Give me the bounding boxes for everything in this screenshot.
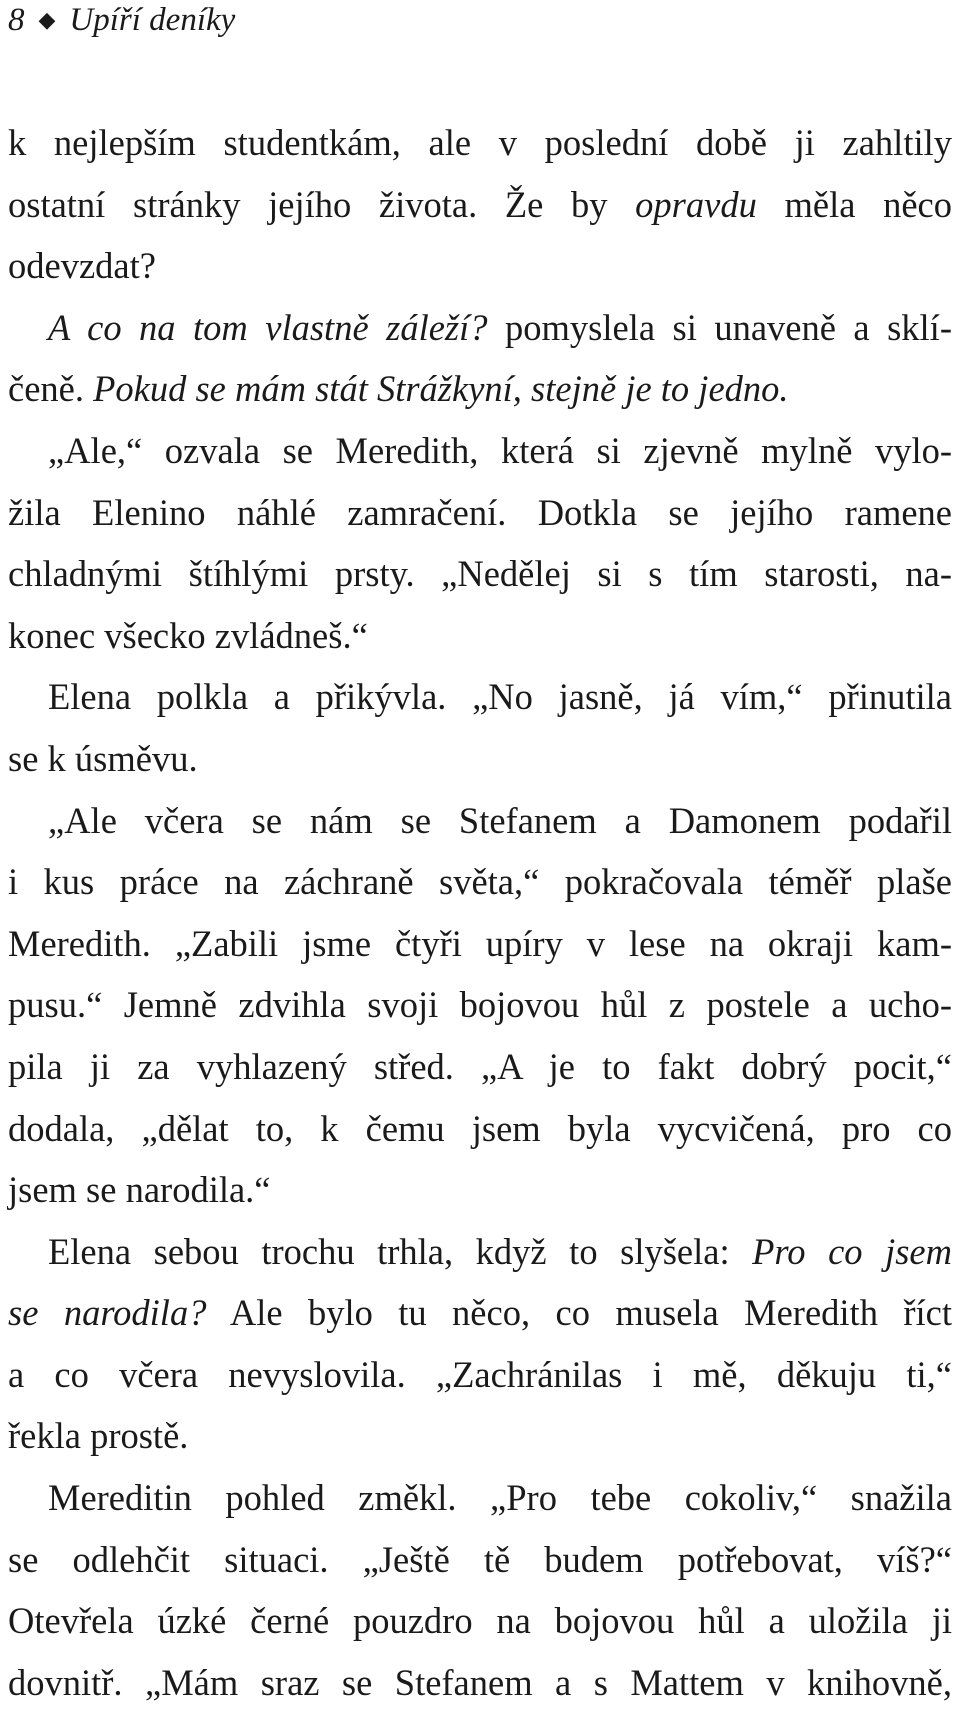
italic-text: Pro co jsem [752, 1230, 952, 1272]
text-line [8, 482, 952, 544]
text-line [8, 1405, 952, 1467]
running-header [8, 0, 235, 40]
book-title: Upíří deníky [69, 2, 236, 38]
text-line [8, 1529, 952, 1591]
text-line [8, 913, 952, 975]
text-run: se odlehčit situaci. „Ještě tě budem potřebovat, víš?“ [8, 1538, 952, 1580]
text-run: pomyslela si unaveně a sklí- [487, 306, 952, 348]
text-line [8, 1467, 952, 1529]
text-run: pusu.“ Jemně zdvihla svoji bojovou hůl z postele a ucho- [8, 984, 952, 1026]
text-line [8, 1652, 952, 1713]
text-run: Meredith. „Zabili jsme čtyři upíry v lese na okraji kam- [8, 922, 952, 964]
text-run: ostatní stránky jejího života. Že by [8, 183, 636, 225]
text-line [8, 790, 952, 852]
text-run: konec všecko zvládneš.“ [8, 614, 368, 656]
text-line [8, 112, 952, 174]
text-line [8, 297, 952, 359]
text-run: chladnými štíhlými prsty. „Nedělej si s tím starosti, na- [8, 553, 952, 595]
text-run: dovnitř. „Mám sraz se Stefanem a s Mattem v knihovně, [8, 1661, 952, 1703]
text-line [8, 974, 952, 1036]
page-number: 8 [8, 2, 25, 38]
text-run: Otevřela úzké černé pouzdro na bojovou hůl a uložila ji [8, 1600, 952, 1642]
text-run: odevzdat? [8, 245, 156, 287]
text-run: „Ale včera se nám se Stefanem a Damonem podařil [48, 799, 952, 841]
text-run: „Ale,“ ozvala se Meredith, která si zjevně mylně vylo- [48, 429, 952, 471]
text-run: Elena polkla a přikývla. „No jasně, já vím,“ přinutila [48, 676, 952, 718]
diamond-icon: ◆ [38, 7, 56, 32]
italic-text: opravdu [635, 183, 757, 225]
text-line [8, 605, 952, 667]
text-run: se k úsměvu. [8, 737, 198, 779]
text-run: a co včera nevyslovila. „Zachránilas i mě, děkuju ti,“ [8, 1353, 952, 1395]
text-line [8, 1282, 952, 1344]
italic-text: A co na tom vlastně záleží? [48, 306, 488, 348]
text-line [8, 728, 952, 790]
text-line [8, 420, 952, 482]
text-run: dodala, „dělat to, k čemu jsem byla vycvičená, pro co [8, 1107, 952, 1149]
text-line [8, 1221, 952, 1283]
text-run: pila ji za vyhlazený střed. „A je to fakt dobrý pocit,“ [8, 1045, 952, 1087]
text-line [8, 235, 952, 297]
text-run: Mereditin pohled změkl. „Pro tebe cokoliv,“ snažila [48, 1477, 952, 1519]
italic-text: Pokud se mám stát Strážkyní, stejně je to jedno. [93, 368, 789, 410]
text-run: řekla prostě. [8, 1415, 189, 1457]
italic-text: se narodila? [8, 1292, 207, 1334]
text-line [8, 666, 952, 728]
text-run: jsem se narodila.“ [8, 1169, 271, 1211]
text-line [8, 851, 952, 913]
text-run: měla něco [756, 183, 952, 225]
text-line [8, 1098, 952, 1160]
text-line [8, 358, 952, 420]
text-line [8, 1159, 952, 1221]
text-run: čeně. [8, 368, 94, 410]
text-line [8, 1036, 952, 1098]
text-run: Ale bylo tu něco, co musela Meredith říct [206, 1292, 952, 1334]
text-line [8, 174, 952, 236]
body-text [8, 112, 952, 1713]
text-line [8, 1344, 952, 1406]
text-line [8, 543, 952, 605]
text-run: Elena sebou trochu trhla, když to slyšela: [48, 1230, 753, 1272]
text-run: žila Elenino náhlé zamračení. Dotkla se jejího ramene [8, 491, 952, 533]
text-line [8, 1590, 952, 1652]
text-run: k nejlepším studentkám, ale v poslední době ji zahltily [8, 122, 952, 163]
text-run: i kus práce na záchraně světa,“ pokračovala téměř plaše [8, 861, 952, 903]
